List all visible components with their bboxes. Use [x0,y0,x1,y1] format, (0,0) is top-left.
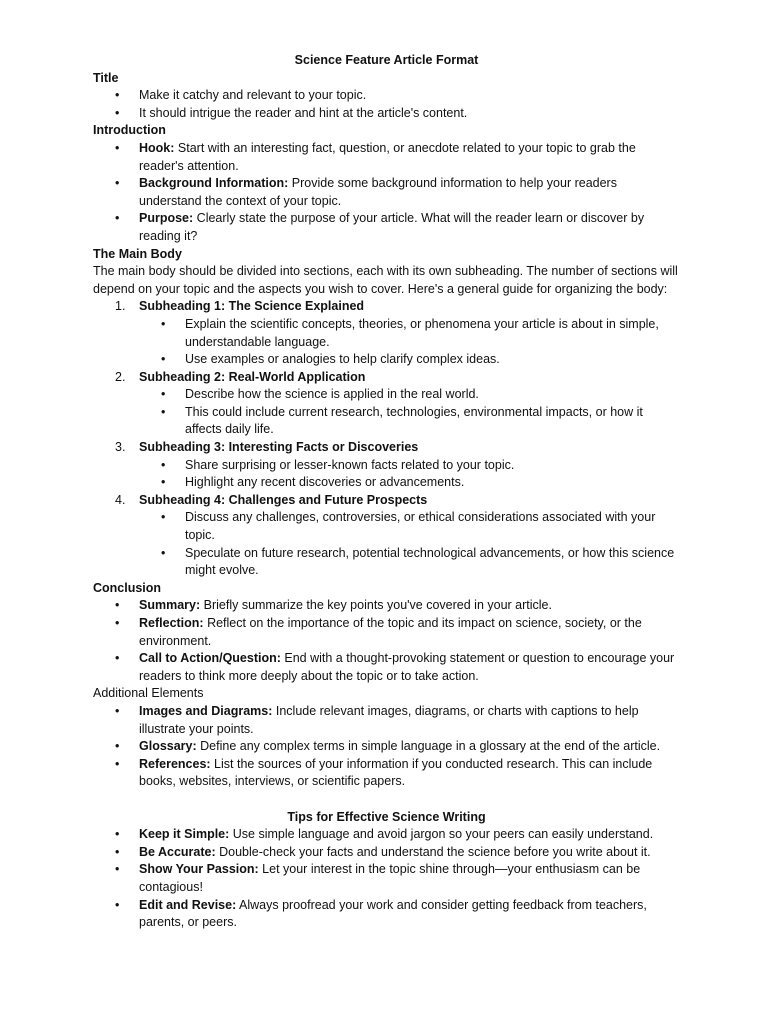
bullet-text: Always proofread your work and consider getting feedback from teachers, parents, or peers. [139,897,647,930]
list-item [93,844,680,862]
conclusion-bullet-list [93,597,680,685]
item-number: 4. [115,492,126,507]
tips-title: Tips for Effective Science Writing [287,809,486,824]
sub-bullet-list [139,316,680,369]
introduction-bullet-list [93,140,680,246]
list-item [93,650,680,685]
bullet-text: List the sources of your information if you conducted research. This can include books, websites, interviews, or scientific papers. [139,756,653,789]
numbered-item [93,439,680,492]
list-item [139,404,680,439]
bullet-text: It should intrigue the reader and hint at the article's content. [139,105,468,120]
bullet-label: Reflection: [139,616,204,630]
bullet-text: This could include current research, technologies, environmental impacts, or how it affects daily life. [185,404,643,437]
bullet-label: Purpose: [139,211,194,226]
main-body-intro: The main body should be divided into sections, each with its own subheading. The number of sections will depend on your topic and the aspects you wish to cover. Here's a general guide for organizing the body: [93,264,678,296]
bullet-text: End with a thought-provoking statement or question to encourage your readers to think more deeply about the topic or to take action. [139,651,675,683]
list-item [93,597,680,615]
list-item [139,545,680,580]
list-item [93,738,680,756]
list-item [93,175,680,210]
bullet-text: Reflect on the importance of the topic and its impact on science, society, or the environment. [139,616,642,648]
item-number: 3. [115,440,126,455]
section-heading-title: Title [93,70,119,85]
subheading-title: Subheading 4: Challenges and Future Prospects [139,492,428,507]
document-title: Science Feature Article Format [294,53,479,67]
list-item [93,615,680,650]
bullet-text: Start with an interesting fact, question, or anecdote related to your topic to grab the reader's attention. [139,140,636,173]
sub-bullet-list [139,386,680,439]
list-item [139,509,680,544]
subheading-numbered-list [93,298,680,580]
bullet-text: Include relevant images, diagrams, or charts with captions to help illustrate your points. [139,703,639,736]
bullet-label: Call to Action/Question: [139,651,281,666]
additional-bullet-list [93,703,680,791]
bullet-label: Background Information: [139,176,289,191]
list-item [93,826,680,844]
bullet-text: Double-check your facts and understand the science before you write about it. [215,844,651,859]
section-heading-introduction: Introduction [93,123,166,138]
numbered-item [93,369,680,439]
bullet-text: Clearly state the purpose of your article. What will the reader learn or discover by reading it? [139,211,645,243]
bullet-text: Highlight any recent discoveries or advancements. [185,475,465,490]
list-item [93,105,680,123]
section-heading-additional-elements: Additional Elements [93,686,204,701]
bullet-text: Briefly summarize the key points you've covered in your article. [200,598,552,613]
bullet-text: Use examples or analogies to help clarify complex ideas. [185,352,500,367]
bullet-label: Show Your Passion: [139,862,259,877]
bullet-text: Share surprising or lesser-known facts related to your topic. [185,457,515,472]
list-item [93,897,680,932]
list-item [139,474,680,492]
list-item [139,351,680,369]
bullet-text: Describe how the science is applied in the real world. [185,387,479,402]
bullet-text: Discuss any challenges, controversies, or ethical considerations associated with your topic. [185,510,656,543]
item-number: 1. [115,299,126,314]
subheading-title: Subheading 1: The Science Explained [139,299,365,314]
bullet-label: Be Accurate: [139,844,216,859]
bullet-label: Edit and Revise: [139,897,237,912]
list-item [93,861,680,896]
bullet-text: Explain the scientific concepts, theories, or phenomena your article is about in simple, understandable language. [185,316,659,349]
subheading-title: Subheading 2: Real-World Application [139,369,366,384]
list-item [93,87,680,105]
list-item [93,756,680,791]
bullet-label: Images and Diagrams: [139,703,273,718]
list-item [93,210,680,245]
numbered-item [93,492,680,580]
section-heading-conclusion: Conclusion [93,580,162,595]
list-item [139,316,680,351]
bullet-text: Speculate on future research, potential technological advancements, or how this science might evolve. [185,545,675,578]
bullet-text: Make it catchy and relevant to your topic. [139,88,367,103]
bullet-label: Glossary: [139,739,197,754]
list-item [93,140,680,175]
list-item [93,703,680,738]
bullet-label: Keep it Simple: [139,827,230,842]
subheading-title: Subheading 3: Interesting Facts or Discoveries [139,440,419,455]
bullet-label: References: [139,756,211,771]
bullet-label: Hook: [139,140,175,155]
bullet-text: Use simple language and avoid jargon so your peers can easily understand. [229,827,654,842]
bullet-text: Define any complex terms in simple language in a glossary at the end of the article. [196,739,661,754]
numbered-item [93,298,680,368]
bullet-text: Let your interest in the topic shine through—your enthusiasm can be contagious! [139,862,641,894]
sub-bullet-list [139,509,680,579]
list-item [139,457,680,475]
list-item [139,386,680,404]
bullet-label: Summary: [139,598,201,613]
section-heading-main-body: The Main Body [93,246,182,261]
bullet-text: Provide some background information to help your readers understand the context of your topic. [139,176,617,208]
item-number: 2. [115,369,126,384]
tips-bullet-list [93,826,680,932]
sub-bullet-list [139,457,680,492]
title-bullet-list [93,87,680,122]
